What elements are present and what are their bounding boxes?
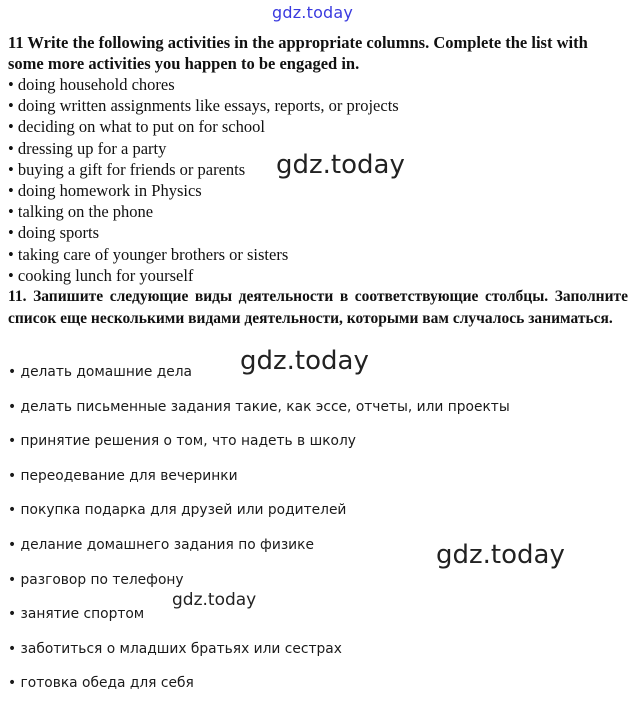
list-item xyxy=(8,201,399,222)
bullet: • xyxy=(8,75,14,94)
activity-text: deciding on what to put on for school xyxy=(17,117,265,137)
activity-text: taking care of younger brothers or sisters xyxy=(17,244,289,264)
activity-text: делать письменные задания такие, как эссе, отчеты, или проекты xyxy=(20,398,510,415)
watermark: gdz.today xyxy=(276,150,405,180)
bullet: • xyxy=(8,502,17,519)
bullet: • xyxy=(8,159,14,179)
activity-text: dressing up for a party xyxy=(17,138,167,158)
activity-text: заботиться о младших братьях или сестрах xyxy=(20,640,342,657)
activity-text: buying a gift for friends or parents xyxy=(17,159,246,179)
watermark: gdz.today xyxy=(436,540,565,570)
activity-text: doing homework in Physics xyxy=(17,180,202,200)
activity-text: готовка обеда для себя xyxy=(20,675,194,692)
bullet: • xyxy=(8,364,17,380)
activity-text: разговор по телефону xyxy=(20,571,184,588)
activity-text: переодевание для вечеринки xyxy=(20,467,238,484)
bullet: • xyxy=(8,536,17,553)
list-item xyxy=(8,222,399,243)
watermark: gdz.today xyxy=(172,590,257,610)
list-item xyxy=(8,570,510,605)
bullet: • xyxy=(8,398,17,415)
list-item xyxy=(8,95,399,116)
activity-text: doing household chores xyxy=(17,75,175,94)
exercise-heading-english: 11 Write the following activities in the appropriate columns. Complete the list with some more activities you happen to be engaged in. xyxy=(8,33,588,73)
list-item xyxy=(8,639,510,674)
list-item xyxy=(8,431,510,466)
bullet: • xyxy=(8,265,14,285)
list-item xyxy=(8,535,510,570)
bullet: • xyxy=(8,433,17,450)
bullet: • xyxy=(8,606,17,623)
bullet: • xyxy=(8,675,17,692)
activity-text: делание домашнего задания по физике xyxy=(20,536,314,553)
watermark-top: gdz.today xyxy=(272,3,354,22)
list-item xyxy=(8,500,510,535)
activity-text: talking on the phone xyxy=(17,202,154,222)
bullet: • xyxy=(8,138,14,158)
activity-list-russian xyxy=(8,362,510,708)
list-item xyxy=(8,397,510,432)
activity-text: принятие решения о том, что надеть в школу xyxy=(20,433,356,450)
list-item xyxy=(8,604,510,639)
list-item xyxy=(8,265,399,286)
bullet: • xyxy=(8,467,17,484)
bullet: • xyxy=(8,96,14,116)
list-item xyxy=(8,673,510,708)
list-item xyxy=(8,180,399,201)
activity-text: doing written assignments like essays, reports, or projects xyxy=(17,96,399,116)
watermark: gdz.today xyxy=(240,346,369,376)
bullet: • xyxy=(8,640,17,657)
bullet: • xyxy=(8,180,14,200)
bullet: • xyxy=(8,117,14,137)
activity-text: doing sports xyxy=(17,223,100,243)
activity-text: делать домашние дела xyxy=(20,364,193,380)
bullet: • xyxy=(8,244,14,264)
activity-text: cooking lunch for yourself xyxy=(17,265,194,285)
list-item xyxy=(8,466,510,501)
activity-text: занятие спортом xyxy=(20,606,145,623)
bullet: • xyxy=(8,202,14,222)
list-item xyxy=(8,244,399,265)
activity-text: покупка подарка для друзей или родителей xyxy=(20,502,347,519)
list-item xyxy=(8,74,399,95)
bullet: • xyxy=(8,571,17,588)
exercise-heading-russian: 11. Запишите следующие виды деятельности в соответствующие столбцы. Заполните список еще несколькими видами деятельности, которыми вам случалось заниматься. xyxy=(8,288,628,327)
list-item xyxy=(8,116,399,137)
bullet: • xyxy=(8,223,14,243)
